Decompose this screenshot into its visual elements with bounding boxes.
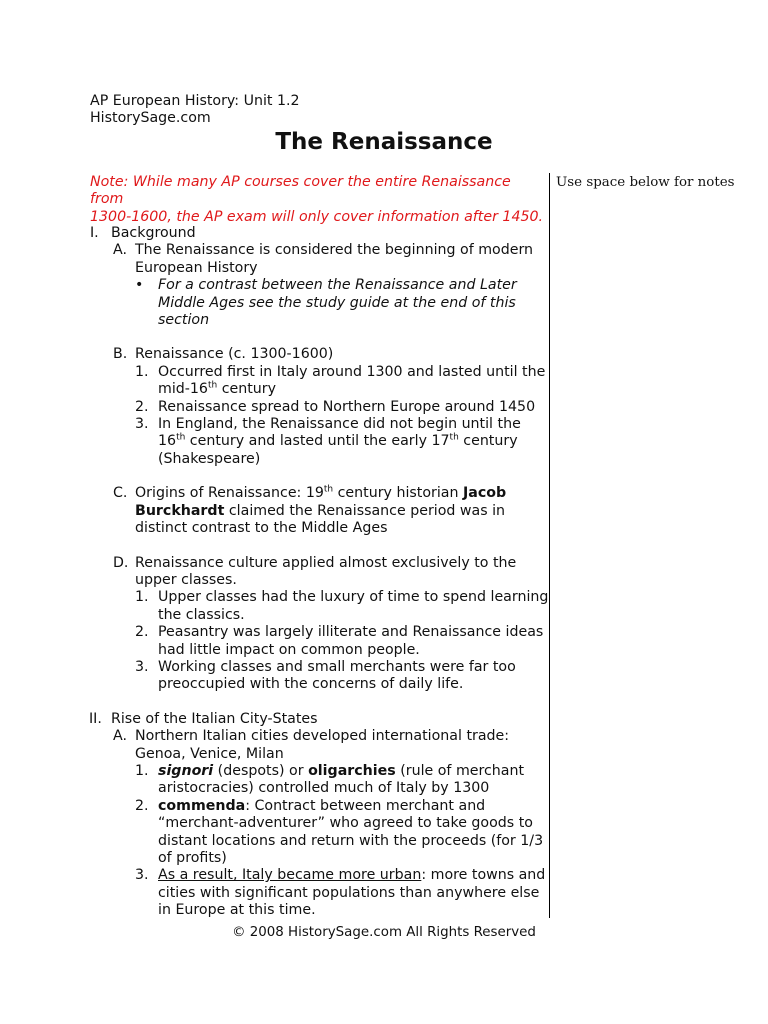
site-name: HistorySage.com: [90, 110, 211, 127]
outline: [89, 225, 549, 920]
section-heading: II. Rise of the Italian City-States: [89, 710, 318, 727]
section-number: I.: [90, 225, 99, 241]
copyright-footer: © 2008 HistorySage.com All Rights Reserved: [232, 925, 536, 940]
section-number: II.: [89, 710, 102, 727]
course-title: AP European History: Unit 1.2: [90, 93, 300, 109]
page-title: The Renaissance: [275, 129, 493, 155]
outline-item-1d: D. Renaissance culture applied almost exclusively to the upper classes. 1. Upper classes had the luxury of time to spend learning the classics. 2. Peasantry was largely illiterate and Renaissance ideas had little impact on common people. 3. Working classes and small merchants were far too preoccupied with the concerns of daily life.: [113, 554, 549, 693]
outline-item-1c: C. Origins of Renaissance: 19th century historian Jacob Burckhardt claimed the Renaissance period was in distinct contrast to the Middle Ages: [113, 484, 507, 537]
outline-item-1b: B. Renaissance (c. 1300-1600) 1. Occurred first in Italy around 1300 and lasted until the mid-16th century 2. Renaissance spread to Northern Europe around 1450 3. In England, the Renaissance did not begin until the 16th century and lasted until the early 17th century (Shakespeare): [113, 346, 546, 467]
term-signori: signori: [158, 762, 214, 779]
outline-item-2a: A. Northern Italian cities developed international trade: Genoa, Venice, Milan 1. signori (despots) or oligarchies (rule of merchant aristocracies) controlled much of Italy by 1300 2. commenda: Contract between merchant and “merchant-adventurer” who agreed to take goods to distant locations and return with the proceeds (for 1/3 of profits) 3. As a result, Italy became more urban: more towns and cities with significant populations than anywhere else in Europe at this time.: [113, 728, 546, 919]
underlined-urban-phrase: As a result, Italy became more urban: [158, 867, 422, 884]
document-header: [90, 93, 300, 128]
bullet-icon: •: [135, 277, 144, 294]
section-heading: I. Background: [90, 225, 196, 241]
jacob-burckhardt: Jacob: [463, 485, 507, 502]
notes-column-label: Use space below for notes: [556, 175, 735, 190]
exam-note-line: 1300-1600, the AP exam will only cover information after 1450.: [90, 208, 544, 225]
term-commenda: commenda: [158, 797, 246, 814]
exam-note: [90, 174, 545, 226]
notes-divider: [549, 173, 550, 918]
term-oligarchies: oligarchies: [308, 762, 396, 779]
outline-item-1a: A. The Renaissance is considered the beginning of modern European History • For a contrast between the Renaissance and Later Middle Ages see the study guide at the end of this section: [89, 242, 549, 329]
study-guide-bullet: • For a contrast between the Renaissance and Later Middle Ages see the study guide at the end of this section: [135, 277, 517, 329]
exam-note-line: Note: While many AP courses cover the entire Renaissance from: [90, 174, 511, 208]
